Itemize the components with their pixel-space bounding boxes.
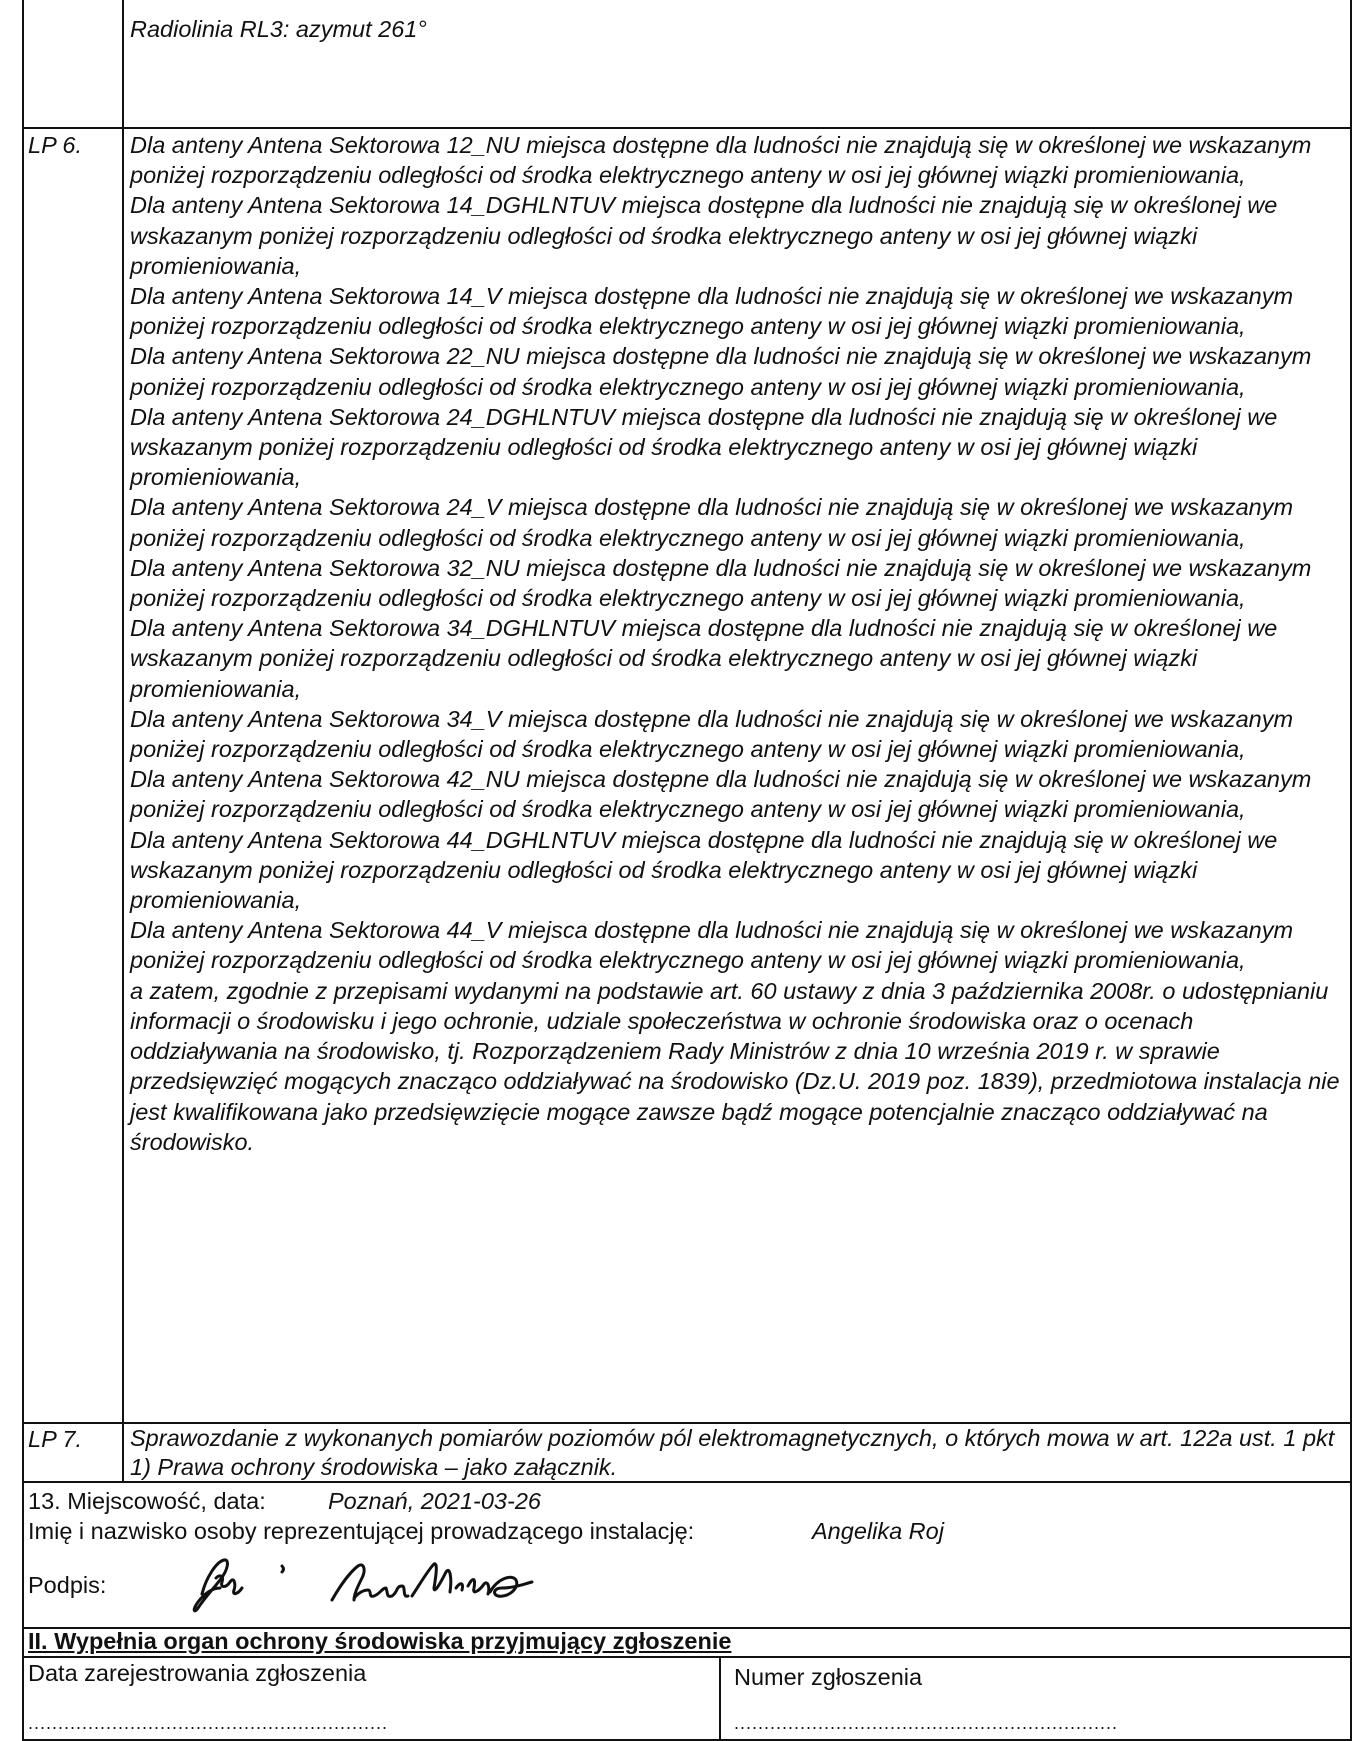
lp6-paragraph: Dla anteny Antena Sektorowa 14_DGHLNTUV miejsca dostępne dla ludności nie znajdują się w określonej we wskazanym poniżej rozporządzeniu odległości od środka elektrycznego anteny w osi jej głównej wiązki promieniowania, bbox=[130, 192, 1278, 279]
section-2-heading: II. Wypełnia organ ochrony środowiska przyjmujący zgłoszenie bbox=[28, 1628, 732, 1654]
place-date-label: 13. Miejscowość, data: bbox=[28, 1488, 266, 1514]
representative-label: Imię i nazwisko osoby reprezentującej prowadzącego instalację: bbox=[28, 1518, 695, 1544]
row-divider bbox=[22, 127, 1352, 129]
lp7-text: Sprawozdanie z wykonanych pomiarów poziomów pól elektromagnetycznych, o których mowa w art. 122a ust. 1 pkt 1) Prawa ochrony środowiska – jako załącznik. bbox=[130, 1425, 1335, 1480]
lp6-conclusion: a zatem, zgodnie z przepisami wydanymi na podstawie art. 60 ustawy z dnia 3 października 2008r. o udostępnianiu informacji o środowisku i jego ochronie, udziale społeczeństwa w ochronie środowiska oraz o ocenach oddziaływania na środowisko, tj. Rozporządzeniem Rady Ministrów z dnia 10 września 2019 r. w sprawie przedsięwzięć mogących znacząco oddziaływać na środowisko (Dz.U. 2019 poz. 1839), przedmiotowa instalacja nie jest kwalifikowana jako przedsięwzięcie mogące zawsze bądź mogące potencjalnie znacząco oddziaływać na środowisko. bbox=[130, 977, 1340, 1155]
lp6-content bbox=[130, 130, 1345, 1157]
lp6-paragraph: Dla anteny Antena Sektorowa 32_NU miejsca dostępne dla ludności nie znajdują się w określonej we wskazanym poniżej rozporządzeniu odległości od środka elektrycznego anteny w osi jej głównej wiązki promieniowania, bbox=[130, 554, 1312, 612]
registration-date-label: Data zarejestrowania zgłoszenia bbox=[28, 1660, 367, 1686]
table-column-divider bbox=[122, 0, 124, 1483]
lp6-paragraph: Dla anteny Antena Sektorowa 22_NU miejsca dostępne dla ludności nie znajdują się w określonej we wskazanym poniżej rozporządzeniu odległości od środka elektrycznego anteny w osi jej głównej wiązki promieniowania, bbox=[130, 343, 1312, 400]
notification-number-label: Numer zgłoszenia bbox=[734, 1664, 923, 1690]
section-2-column-divider bbox=[719, 1656, 721, 1741]
lp6-paragraph: Dla anteny Antena Sektorowa 24_V miejsca dostępne dla ludności nie znajdują się w określonej we wskazanym poniżej rozporządzeniu odległości od środka elektrycznego anteny w osi jej głównej wiązki promieniowania, bbox=[130, 494, 1294, 551]
lp7-label: LP 7. bbox=[28, 1426, 82, 1452]
radiolink-rl3-text: Radiolinia RL3: azymut 261° bbox=[130, 16, 427, 42]
handwritten-signature bbox=[172, 1548, 602, 1618]
lp6-paragraph: Dla anteny Antena Sektorowa 34_DGHLNTUV miejsca dostępne dla ludności nie znajdują się w określonej we wskazanym poniżej rozporządzeniu odległości od środka elektrycznego anteny w osi jej głównej wiązki promieniowania, bbox=[130, 615, 1278, 702]
lp6-paragraph: Dla anteny Antena Sektorowa 24_DGHLNTUV miejsca dostępne dla ludności nie znajdują się w określonej we wskazanym poniżej rozporządzeniu odległości od środka elektrycznego anteny w osi jej głównej wiązki promieniowania, bbox=[130, 403, 1278, 491]
representative-name: Angelika Roj bbox=[812, 1518, 944, 1544]
registration-date-field[interactable]: ............................................................ bbox=[28, 1713, 389, 1733]
lp6-paragraph: Dla anteny Antena Sektorowa 14_V miejsca dostępne dla ludności nie znajdują się w określonej we wskazanym poniżej rozporządzeniu odległości od środka elektrycznego anteny w osi jej głównej wiązki promieniowania, bbox=[130, 283, 1294, 340]
document-page bbox=[22, 0, 1352, 1741]
place-date-value: Poznań, 2021-03-26 bbox=[328, 1488, 541, 1514]
lp6-label: LP 6. bbox=[28, 132, 82, 158]
lp6-paragraph: Dla anteny Antena Sektorowa 12_NU miejsca dostępne dla ludności nie znajdują się w określonej we wskazanym poniżej rozporządzeniu odległości od środka elektrycznego anteny w osi jej głównej wiązki promieniowania, bbox=[130, 132, 1312, 189]
lp6-paragraph: Dla anteny Antena Sektorowa 34_V miejsca dostępne dla ludności nie znajdują się w określonej we wskazanym poniżej rozporządzeniu odległości od środka elektrycznego anteny w osi jej głównej wiązki promieniowania, bbox=[130, 705, 1294, 763]
lp6-paragraph: Dla anteny Antena Sektorowa 42_NU miejsca dostępne dla ludności nie znajdują się w określonej we wskazanym poniżej rozporządzeniu odległości od środka elektrycznego anteny w osi jej głównej wiązki promieniowania, bbox=[130, 766, 1312, 823]
lp6-paragraph: Dla anteny Antena Sektorowa 44_DGHLNTUV miejsca dostępne dla ludności nie znajdują się w określonej we wskazanym poniżej rozporządzeniu odległości od środka elektrycznego anteny w osi jej głównej wiązki promieniowania, bbox=[130, 826, 1278, 914]
notification-number-field[interactable]: ................................................................ bbox=[734, 1713, 1119, 1733]
signature-label: Podpis: bbox=[28, 1572, 107, 1598]
lp6-paragraph: Dla anteny Antena Sektorowa 44_V miejsca dostępne dla ludności nie znajdują się w określonej we wskazanym poniżej rozporządzeniu odległości od środka elektrycznego anteny w osi jej głównej wiązki promieniowania, bbox=[130, 917, 1294, 974]
